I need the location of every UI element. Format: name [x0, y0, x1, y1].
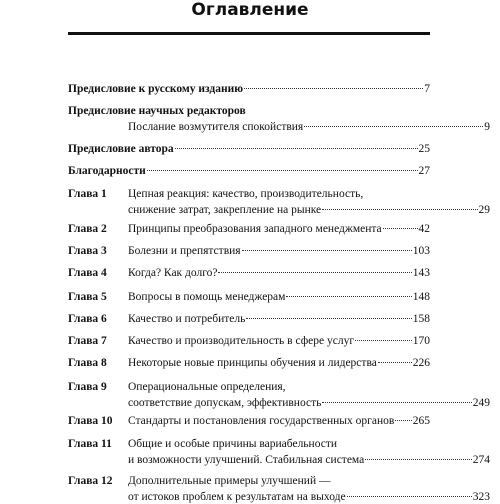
toc-line [68, 414, 430, 428]
toc-line [68, 164, 430, 178]
page-number: 143 [412, 267, 430, 279]
toc-entry[interactable] [68, 142, 430, 156]
page-title: Оглавление [191, 0, 309, 20]
dot-leader [175, 148, 418, 149]
page-number: 42 [418, 223, 430, 235]
entry-title: Болезни и препятствия [128, 245, 241, 257]
entry-title: Общие и особые причины вариабельности [128, 438, 338, 450]
entry-title: Когда? Как долго? [128, 267, 218, 279]
dot-leader [242, 250, 412, 251]
chapter-label: Глава 2 [68, 223, 107, 235]
toc-line [68, 203, 490, 217]
toc-entry[interactable] [68, 380, 490, 410]
page-number: 9 [484, 121, 490, 133]
toc-entry[interactable] [68, 356, 430, 370]
toc-entry[interactable] [68, 266, 430, 280]
toc-line [68, 490, 490, 504]
toc-entry[interactable] [68, 82, 430, 96]
dot-leader [347, 496, 472, 497]
toc-line [68, 187, 430, 201]
toc-line [68, 312, 430, 326]
toc-line [68, 266, 430, 280]
page-number: 249 [472, 397, 490, 409]
toc-entry[interactable] [68, 334, 430, 348]
page-number: 265 [412, 415, 430, 427]
toc-entry[interactable] [68, 437, 490, 467]
chapter-label: Глава 12 [68, 475, 113, 487]
toc-line [68, 222, 430, 236]
entry-title: Качество и потребитель [128, 313, 246, 325]
dot-leader [395, 420, 411, 421]
entry-title: Предисловие научных редакторов [68, 105, 246, 117]
toc-entry[interactable] [68, 222, 430, 236]
page-number: 170 [412, 335, 430, 347]
dot-leader [355, 340, 412, 341]
page-number: 29 [478, 204, 490, 216]
entry-title: соответствие допускам, эффективность [128, 397, 322, 409]
entry-title: Принципы преобразования западного менеджмента [128, 223, 382, 235]
dot-leader [383, 228, 418, 229]
toc-line [68, 244, 430, 258]
entry-title: снижение затрат, закрепление на рынке [128, 204, 322, 216]
chapter-label: Глава 9 [68, 381, 107, 393]
entry-title: Дополнительные примеры улучшений — [128, 475, 331, 487]
toc-entry[interactable] [68, 290, 430, 304]
chapter-label: Глава 6 [68, 313, 107, 325]
dot-leader [286, 296, 411, 297]
toc-line [68, 104, 430, 118]
page-number: 274 [472, 454, 490, 466]
toc-entry[interactable] [68, 187, 490, 217]
page-number: 7 [424, 83, 430, 95]
toc-entry[interactable] [68, 120, 490, 134]
toc-line [68, 334, 430, 348]
toc-entry[interactable] [68, 244, 430, 258]
entry-title: Предисловие автора [68, 143, 174, 155]
chapter-label: Глава 8 [68, 357, 107, 369]
entry-title: и возможности улучшений. Стабильная система [128, 454, 365, 466]
toc-entry[interactable] [68, 312, 430, 326]
toc-line [68, 380, 430, 394]
page-number: 27 [418, 165, 430, 177]
dot-leader [244, 88, 423, 89]
entry-title: Стандарты и постановления государственных органов [128, 415, 395, 427]
entry-title: Цепная реакция: качество, производительность, [128, 188, 364, 200]
page-number: 158 [412, 313, 430, 325]
chapter-label: Глава 4 [68, 267, 107, 279]
table-of-contents [68, 0, 490, 503]
chapter-label: Глава 10 [68, 415, 113, 427]
toc-line [68, 356, 430, 370]
dot-leader [304, 126, 483, 127]
entry-title: Некоторые новые принципы обучения и лидерства [128, 357, 377, 369]
chapter-label: Глава 11 [68, 438, 112, 450]
dot-leader [322, 402, 471, 403]
chapter-label: Глава 1 [68, 188, 107, 200]
toc-line [68, 290, 430, 304]
entry-title: Послание возмутителя спокойствия [128, 121, 304, 133]
dot-leader [218, 272, 411, 273]
dot-leader [147, 170, 418, 171]
toc-line [68, 142, 430, 156]
entry-title: Вопросы в помощь менеджерам [128, 291, 286, 303]
toc-line [68, 474, 430, 488]
entry-title: Предисловие к русскому изданию [68, 83, 244, 95]
dot-leader [322, 209, 477, 210]
dot-leader [365, 459, 472, 460]
chapter-label: Глава 7 [68, 335, 107, 347]
page-number: 103 [412, 245, 430, 257]
chapter-label: Глава 5 [68, 291, 107, 303]
dot-leader [246, 318, 411, 319]
page-number: 226 [412, 357, 430, 369]
toc-line [68, 120, 490, 134]
toc-line [68, 453, 490, 467]
entry-title: от истоков проблем к результатам на выходе [128, 491, 346, 503]
toc-line [68, 437, 430, 451]
entry-title: Качество и производительность в сфере услуг [128, 335, 355, 347]
toc-entry[interactable] [68, 414, 430, 428]
dot-leader [378, 362, 412, 363]
chapter-label: Глава 3 [68, 245, 107, 257]
page-number: 25 [418, 143, 430, 155]
page-number: 323 [472, 491, 490, 503]
toc-entry[interactable] [68, 164, 430, 178]
entry-title: Операциональные определения, [128, 381, 286, 393]
toc-line [68, 82, 430, 96]
page-number: 148 [412, 291, 430, 303]
toc-line [68, 396, 490, 410]
toc-entry[interactable] [68, 104, 430, 118]
entry-title: Благодарности [68, 165, 146, 177]
